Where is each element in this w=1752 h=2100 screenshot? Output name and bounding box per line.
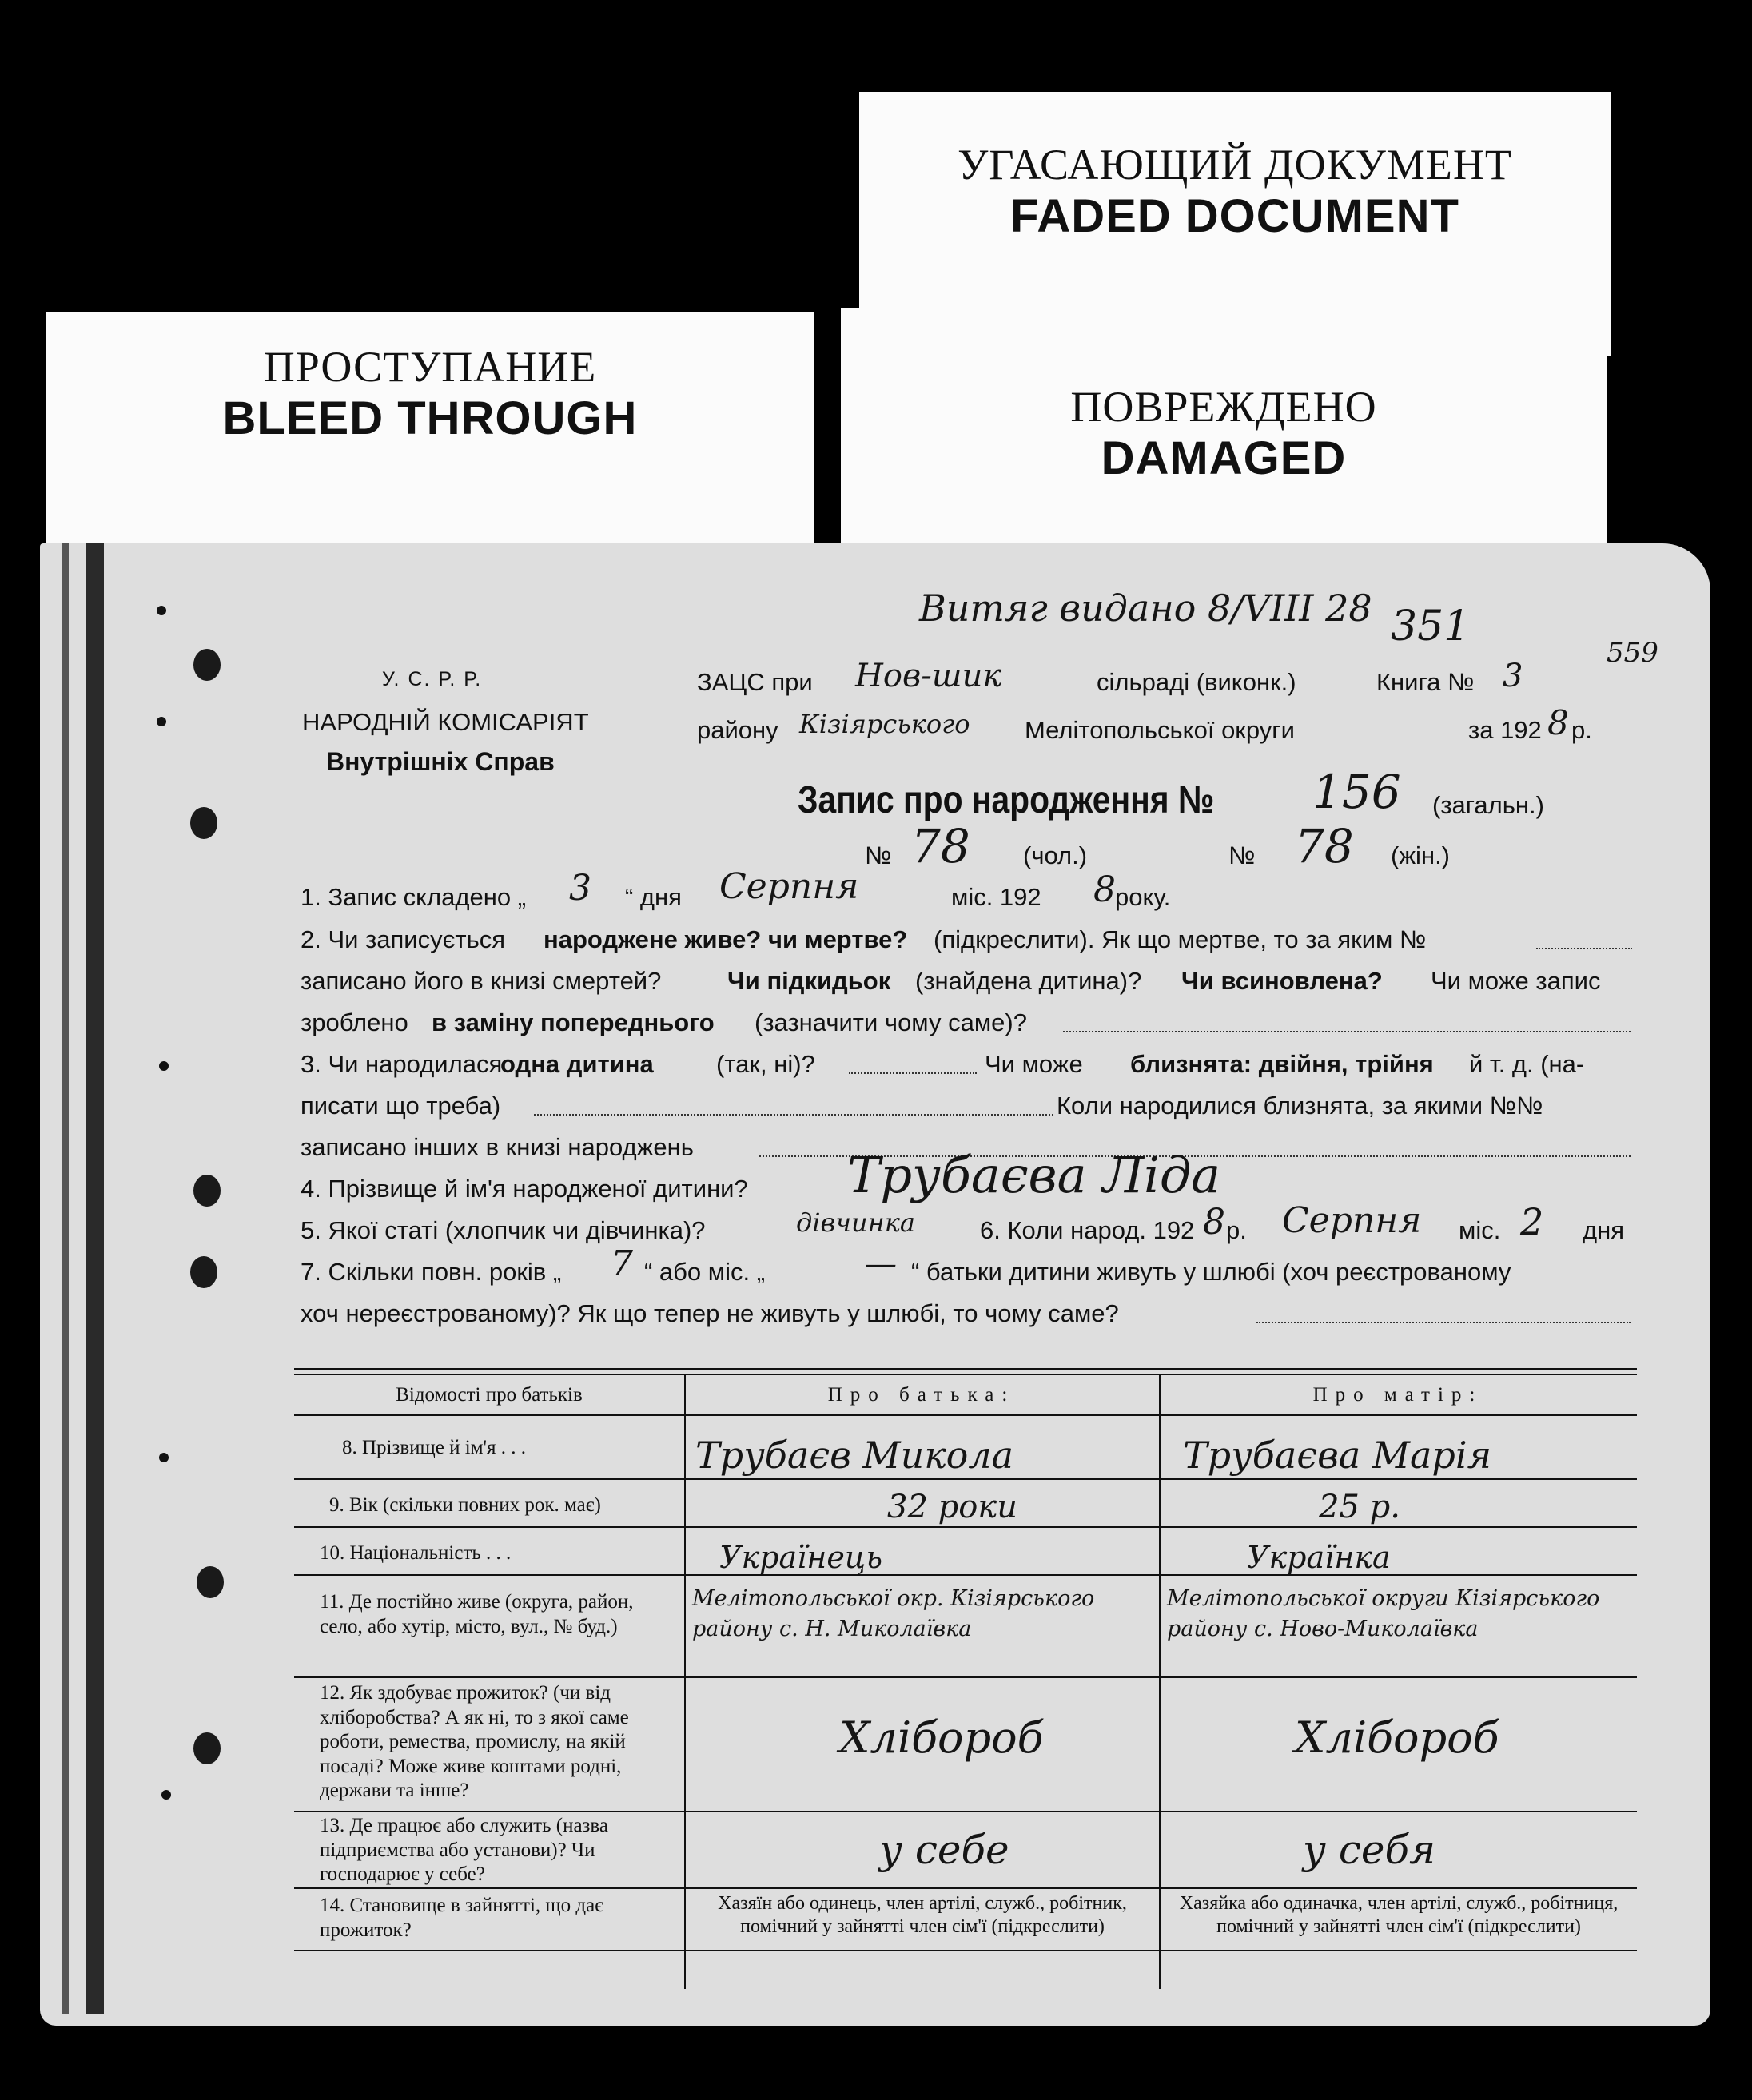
- ink-dot: [157, 606, 166, 615]
- item2-line3-c: (зазначити чому саме)?: [755, 1008, 1027, 1036]
- item3-line2-b: Коли народилися близнята, за якими №№: [1057, 1092, 1543, 1120]
- item6-year-word: р.: [1226, 1216, 1247, 1244]
- item2-line3-a: зроблено: [301, 1008, 408, 1036]
- row9-label: 9. Вік (скільки повних рок. має): [329, 1494, 601, 1516]
- marriage-years: 7: [611, 1243, 633, 1284]
- punch-hole: [193, 1175, 221, 1207]
- book-label: Книга №: [1376, 668, 1475, 696]
- birth-day: 2: [1520, 1200, 1544, 1243]
- item2-line1-c: (підкреслити). Як що мертве, то за яким №: [934, 925, 1427, 953]
- marriage-months: —: [865, 1246, 897, 1283]
- item7-line1-a: 7. Скільки повн. років „: [301, 1258, 562, 1286]
- row-divider: [294, 1811, 1637, 1812]
- row14-label: 14. Становище в зайнятті, що дає прожиток?: [320, 1895, 603, 1941]
- zags-suffix: сільраді (виконк.): [1097, 668, 1296, 696]
- row-divider: [294, 1478, 1637, 1480]
- item1-year-word: року.: [1115, 883, 1171, 911]
- row-divider: [294, 1526, 1637, 1528]
- ink-dot: [159, 1453, 169, 1462]
- archive-number: 351: [1391, 603, 1471, 650]
- father-residence: Мелітопольської окр. Кізіярського району с. Н. Миколаївка: [692, 1586, 1095, 1642]
- item2-line1-b: народжене живе? чи мертве?: [544, 925, 908, 953]
- birth-year-digit: 8: [1203, 1202, 1225, 1243]
- item2-line2-b: Чи підкидьок: [727, 967, 891, 995]
- row-divider: [294, 1950, 1637, 1951]
- item1-month-word: міс. 192: [951, 883, 1041, 911]
- row12-label: 12. Як здобуває прожиток? (чи від хліборобства? А як ні, то з якої саме роботи, ремества, промислу, на якій посаді? Може живе коштами родні, держави та інше?: [320, 1682, 629, 1801]
- child-sex: дівчинка: [796, 1207, 915, 1238]
- ussr-heading: У. С. Р. Р.: [382, 668, 483, 690]
- father-age: 32 роки: [887, 1489, 1017, 1525]
- archive-number-2: 559: [1607, 637, 1658, 669]
- internal-affairs-heading: Внутрішніх Справ: [326, 747, 555, 776]
- item6-month-word: міс.: [1459, 1216, 1501, 1244]
- faded-label-en: FADED DOCUMENT: [1010, 190, 1459, 242]
- item2-line3-b: в заміну попереднього: [432, 1008, 715, 1036]
- item3-line2-a: писати що треба): [301, 1092, 501, 1120]
- item2-line2-d: Чи всиновлена?: [1181, 967, 1383, 995]
- mother-name: Трубаєва Марія: [1183, 1434, 1492, 1477]
- father-workplace: у себе: [879, 1827, 1009, 1873]
- child-name: Трубаєва Ліда: [847, 1146, 1221, 1204]
- faded-label-ru: УГАСАЮЩИЙ ДОКУМЕНТ: [958, 141, 1512, 189]
- item2-line1-a: 2. Чи записується: [301, 925, 506, 953]
- table-top-rule: [294, 1368, 1637, 1370]
- ink-dot: [161, 1790, 171, 1800]
- punch-hole: [190, 807, 217, 839]
- item7-line1-c: “ батьки дитини живуть у шлюбі (хоч реєстрованому: [911, 1258, 1511, 1286]
- punch-hole: [197, 1566, 224, 1598]
- item3-line1-a: 3. Чи народилася: [301, 1050, 503, 1078]
- damaged-label-en: DAMAGED: [1101, 432, 1347, 484]
- item2-dotted-line: [1536, 948, 1632, 949]
- table-header-father: Про батька:: [827, 1384, 1016, 1406]
- ink-dot: [157, 717, 166, 726]
- item2-line2-c: (знайдена дитина)?: [915, 967, 1142, 995]
- female-number: 78: [1295, 819, 1354, 873]
- damaged-label: [841, 308, 1607, 552]
- father-employment-status: Хазяїн або одинець, член артілі, служб., робітник, помічний у зайнятті член сім'ї (підкреслити): [718, 1893, 1127, 1938]
- issued-extract-note: Витяг видано 8/VIII 28: [919, 587, 1372, 630]
- item2-line2-e: Чи може запис: [1431, 967, 1601, 995]
- item7-line2: хоч нереєстрованому)? Як що тепер не живуть у шлюбі, то чому саме?: [301, 1299, 1119, 1327]
- item4-label: 4. Прізвище й ім'я народженої дитини?: [301, 1175, 748, 1203]
- row13-label: 13. Де працює або служить (назва підприємства або установи)? Чи господарює у себе?: [320, 1815, 608, 1885]
- district-prefix: району: [697, 716, 778, 744]
- item1-day-word: “ дня: [625, 883, 682, 911]
- mother-workplace: у себя: [1303, 1827, 1436, 1873]
- year-suffix: р.: [1571, 716, 1592, 744]
- row-divider: [294, 1574, 1637, 1576]
- punch-hole: [193, 1732, 221, 1764]
- okrug-label: Мелітопольської округи: [1025, 716, 1295, 744]
- village-name: Нов-шик: [855, 658, 1002, 694]
- male-label: (чол.): [1023, 841, 1088, 869]
- record-year-digit: 8: [1093, 869, 1116, 910]
- zags-prefix: ЗАЦС при: [697, 668, 813, 696]
- row10-label: 10. Національність . . .: [320, 1542, 512, 1564]
- table-top-rule-2: [294, 1374, 1637, 1375]
- mother-occupation: Хлібороб: [1295, 1712, 1499, 1763]
- item2-line2-a: записано його в книзі смертей?: [301, 967, 662, 995]
- table-header-rule: [294, 1414, 1637, 1416]
- bleed-through-label: [46, 312, 814, 579]
- row11-label: 11. Де постійно живе (округа, район, село, або хутір, місто, вул., № буд.): [320, 1591, 634, 1637]
- item6-day-word: дня: [1583, 1216, 1624, 1244]
- record-month: Серпня: [719, 866, 859, 907]
- mother-employment-status: Хазяйка або одиначка, член артілі, служб., робітниця, помічний у зайнятті член сім'ї (підкреслити): [1179, 1893, 1619, 1938]
- table-header-mother: Про матір:: [1312, 1384, 1483, 1406]
- bleed-label-ru: ПРОСТУПАНИЕ: [263, 343, 597, 391]
- district-name: Кізіярського: [799, 709, 970, 739]
- female-label: (жін.): [1391, 841, 1451, 869]
- birth-month: Серпня: [1282, 1200, 1422, 1241]
- record-title: Запис про народження №: [798, 779, 1215, 821]
- item3-line1-f: й т. д. (на-: [1469, 1050, 1585, 1078]
- female-no-sign: №: [1228, 841, 1256, 869]
- item7-dotted-line: [1256, 1322, 1631, 1323]
- bleed-label-en: BLEED THROUGH: [222, 392, 638, 444]
- item3-line1-e: близнята: двійня, трійня: [1130, 1050, 1434, 1078]
- commissariat-heading: НАРОДНІЙ КОМІСАРІЯТ: [302, 708, 589, 736]
- damaged-label-ru: ПОВРЕЖДЕНО: [1070, 383, 1377, 431]
- male-number: 78: [911, 819, 970, 873]
- ink-dot: [159, 1061, 169, 1071]
- book-number: 3: [1503, 658, 1523, 694]
- table-header-info: Відомості про батьків: [396, 1384, 583, 1406]
- punch-hole: [193, 649, 221, 681]
- mother-age: 25 р.: [1319, 1489, 1400, 1525]
- binding-edge: [62, 543, 69, 2014]
- item3-line1-c: (так, ні)?: [716, 1050, 815, 1078]
- row-divider: [294, 1676, 1637, 1678]
- item3-dotted-line-2: [534, 1114, 1053, 1116]
- item3-line3: записано інших в книзі народжень: [301, 1133, 694, 1161]
- item7-line1-b: “ або міс. „: [644, 1258, 766, 1286]
- item1-label: 1. Запис складено „: [301, 883, 527, 911]
- item3-dotted-line: [849, 1072, 977, 1074]
- record-number: 156: [1312, 765, 1401, 819]
- year-digit: 8: [1547, 703, 1569, 742]
- item2-dotted-line-3: [1063, 1031, 1631, 1032]
- mother-residence: Мелітопольської округи Кізіярського району с. Ново-Миколаївка: [1167, 1586, 1600, 1642]
- father-occupation: Хлібороб: [839, 1712, 1044, 1763]
- mother-nationality: Українка: [1247, 1540, 1391, 1575]
- item5-label: 5. Якої статі (хлопчик чи дівчинка)?: [301, 1216, 706, 1244]
- male-no-sign: №: [865, 841, 892, 869]
- row8-label: 8. Прізвище й ім'я . . .: [342, 1437, 527, 1458]
- row-divider: [294, 1887, 1637, 1889]
- record-day: 3: [569, 868, 591, 909]
- item3-line1-d: Чи може: [985, 1050, 1083, 1078]
- binding-strip: [86, 543, 104, 2014]
- item6-label: 6. Коли народ. 192: [980, 1216, 1195, 1244]
- father-name: Трубаєв Микола: [695, 1434, 1014, 1477]
- record-general: (загальн.): [1432, 791, 1544, 819]
- year-prefix: за 192: [1468, 716, 1542, 744]
- item3-line1-b: одна дитина: [500, 1050, 654, 1078]
- punch-hole: [190, 1256, 217, 1288]
- father-nationality: Українець: [719, 1540, 883, 1575]
